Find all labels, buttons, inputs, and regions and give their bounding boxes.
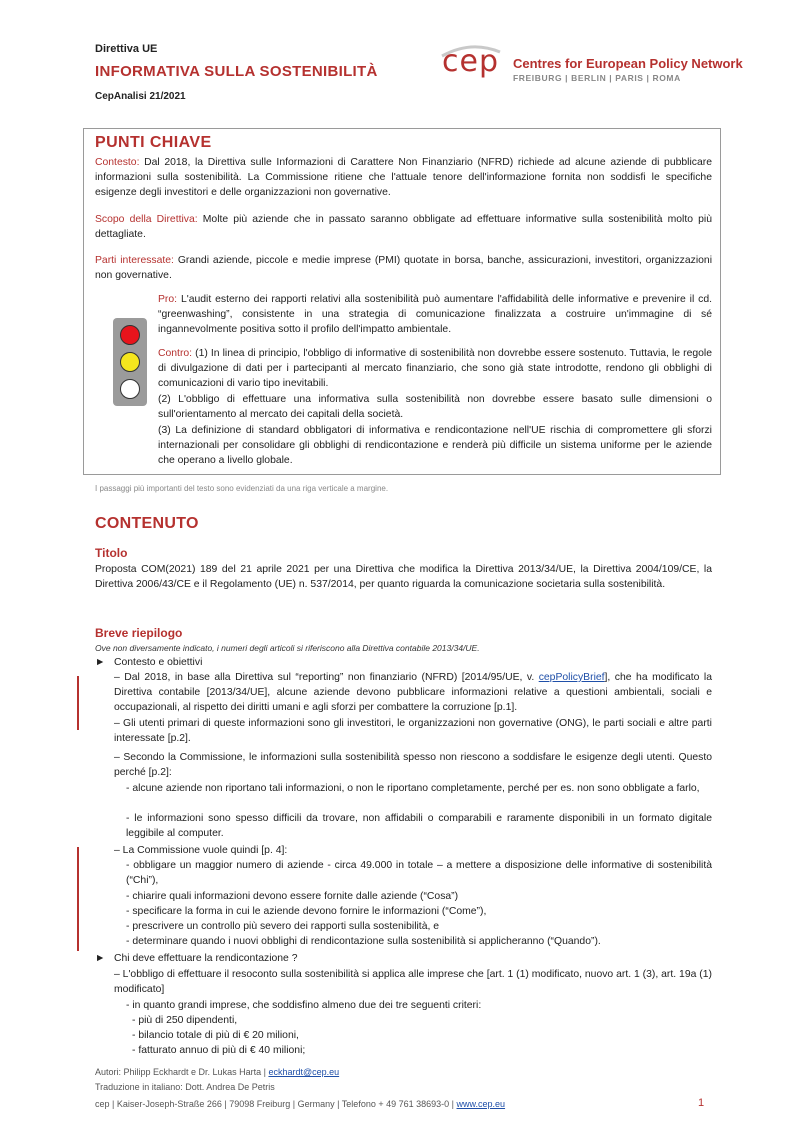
bullet-arrow-icon: ► [95,657,106,668]
logo-text: cep [442,44,499,79]
riepilogo-note: Ove non diversamente indicato, i numeri degli articoli si riferiscono alla Direttiva contabile 2013/34/UE. [95,643,480,653]
b1-item-4a: - obbligare un maggior numero di aziende - circa 49.000 in totale – a mettere a disposizione delle informative di sostenibilità (“Chi”), [126,860,712,887]
author-email-link[interactable]: eckhardt@cep.eu [268,1067,340,1077]
bullet-contesto: Contesto e obiettivi [114,657,203,668]
bullet-chi: Chi deve effettuare la rendicontazione ? [114,953,298,964]
key-point-pro [158,292,712,338]
b2-item-1a2: - bilancio totale di più di € 20 milioni, [132,1030,299,1041]
contro-text-3: (3) La definizione di standard obbligatori di informativa e rendicontazione nell'UE rischia di compromettere gli sforzi internazionali per consolidare gli obblighi di rendicontazione e renderà più difficile un sistema uniforme per le aziende che operano a livello globale. [158,425,712,467]
b1-item-2: – Gli utenti primari di queste informazioni sono gli investitori, le organizzazioni non governative (ONG), le parti sociali e altre parti interessate [p.2]. [114,718,712,745]
b1-item-4d: - prescrivere un controllo più severo dei rapporti sulla sostenibilità, e [126,921,440,932]
content-title: CONTENUTO [95,515,199,532]
b1-item-1: – Dal 2018, in base alla Direttiva sul “reporting” non finanziario (NFRD) [2014/95/UE, v. cepPolicyBrief], che ha modificato la Direttiva contabile [2013/34/UE], alcune aziende devono pubblicare informazioni relative a questioni ambientali, sociali e occupazionali, al rispetto dei diritti umani e agli sforzi per combattere la corruzione [p.1]. [114,672,713,714]
b1-item-4: – La Commissione vuole quindi [p. 4]: [114,845,288,856]
stakeholders-label: Parti interessate: [95,255,174,266]
b2-item-1a: - in quanto grandi imprese, che soddisfino almeno due dei tre seguenti criteri: [126,1000,482,1011]
titolo-heading: Titolo [95,546,128,560]
margin-highlight-bar [77,847,79,951]
cep-policy-brief-link[interactable]: cepPolicyBrief [538,672,605,683]
b1-item-4b: - chiarire quali informazioni devono essere fornite dalle aziende (“Cosa”) [126,891,459,902]
footer-translation: Traduzione in italiano: Dott. Andrea De Petris [95,1082,275,1092]
doc-category: Direttiva UE [95,43,158,55]
org-name: Centres for European Policy Network [513,56,743,71]
b2-item-1a3: - fatturato annuo di più di € 40 milioni; [132,1045,306,1056]
doc-title: INFORMATIVA SULLA SOSTENIBILITÀ [95,63,378,80]
traffic-light-red-lamp [120,325,140,345]
b1-item-3: – Secondo la Commissione, le informazioni sulla sostenibilità spesso non riescono a soddisfare le esigenze degli utenti. Questo perché [p.2]: [114,752,712,779]
key-points-title: PUNTI CHIAVE [95,134,212,151]
contro-text-2: (2) L'obbligo di effettuare una informativa sulla sostenibilità non dovrebbe essere basato sulle dimensioni o sull'orientamento al mercato dei capitali della società. [158,394,712,421]
contro-text-1: (1) In linea di principio, l'obbligo di informative di sostenibilità non dovrebbe essere sostenuto. Tuttavia, le regole di divulgazione di dati per i partecipanti al mercato finanziario, che sono già state introdotte, rendono gli obblighi di comunicazioni di vario tipo inevitabili. [158,348,712,390]
analysis-number: CepAnalisi 21/2021 [95,91,186,102]
margin-highlight-bar [77,676,79,730]
footer-authors: Autori: Philipp Eckhardt e Dr. Lukas Harta | eckhardt@cep.eu [95,1067,340,1077]
footer-address: cep | Kaiser-Joseph-Straße 266 | 79098 Freiburg | Germany | Telefono + 49 761 38693-0 | www.cep.eu [95,1099,506,1109]
b2-item-1a1: - più di 250 dipendenti, [132,1015,238,1026]
cep-logo [436,42,506,82]
b1-item-4e: - determinare quando i nuovi obblighi di rendicontazione sulla sostenibilità si applicheranno (“Quando”). [126,936,601,947]
b1-item-4c: - specificare la forma in cui le aziende devono fornire le informazioni (“Come”), [126,906,487,917]
scope-label: Scopo della Direttiva: [95,214,198,225]
b2-item-1: – L'obbligo di effettuare il resoconto sulla sostenibilità si applica alle imprese che [art. 1 (1) modificato, nuovo art. 1 (3), art. 19a (1) modificato] [114,969,712,996]
pro-label: Pro: [158,294,178,305]
b1-item-3a: - alcune aziende non riportano tali informazioni, o non le riportano completamente, perché per es. non sono obbligate a farlo, [126,783,700,794]
context-text: Dal 2018, la Direttiva sulle Informazioni di Carattere Non Finanziario (NFRD) richiede ad alcune aziende di pubblicare informazioni sulla sostenibilità. La Commissione ritiene che l'attuale tenore dell'informazione fornita non soddisfi le specifiche esigenze degli investitori e delle organizzazioni non governative. [95,157,713,199]
website-link[interactable]: www.cep.eu [456,1099,506,1109]
org-cities: FREIBURG | BERLIN | PARIS | ROMA [513,73,681,83]
pro-text: L'audit esterno dei rapporti relativi alla sostenibilità può aumentare l'affidabilità delle informative e prevenire il cd. “greenwashing”, consistente in una strategia di comunicazione finalizzata a costruire un'immagine di sé ingannevolmente positiva sotto il profilo dell'impatto ambientale. [158,294,713,336]
contro-label: Contro: [158,348,193,359]
titolo-text: Proposta COM(2021) 189 del 21 aprile 2021 per una Direttiva che modifica la Direttiva 2013/34/UE, la Direttiva 2004/109/CE, la Direttiva 2006/43/CE e il Regolamento (UE) n. 537/2014, per quanto riguarda la comunicazione societaria sulla sostenibilità. [95,564,712,591]
page-number: 1 [698,1097,705,1109]
bullet-arrow-icon: ► [95,953,106,964]
traffic-light-white-lamp [120,379,140,399]
context-label: Contesto: [95,157,140,168]
key-point-scope [95,212,712,242]
stakeholders-text: Grandi aziende, piccole e medie imprese (PMI) quotate in borsa, banche, assicurazioni, investitori, organizzazioni non governative. [95,255,713,282]
margin-note: I passaggi più importanti del testo sono evidenziati da una riga verticale a margine. [95,484,389,493]
scope-text: Molte più aziende che in passato saranno obbligate ad effettuare informative sulla sostenibilità molto più dettagliate. [95,214,713,241]
key-point-context [95,155,712,201]
key-point-stakeholders [95,253,712,283]
traffic-light-yellow-lamp [120,352,140,372]
key-point-contro [158,346,712,392]
traffic-light-icon [113,318,147,406]
b1-item-3b: - le informazioni sono spesso difficili da trovare, non affidabili o comparabili e raramente disponibili in un formato digitale leggibile al computer. [126,813,712,840]
riepilogo-heading: Breve riepilogo [95,626,183,640]
